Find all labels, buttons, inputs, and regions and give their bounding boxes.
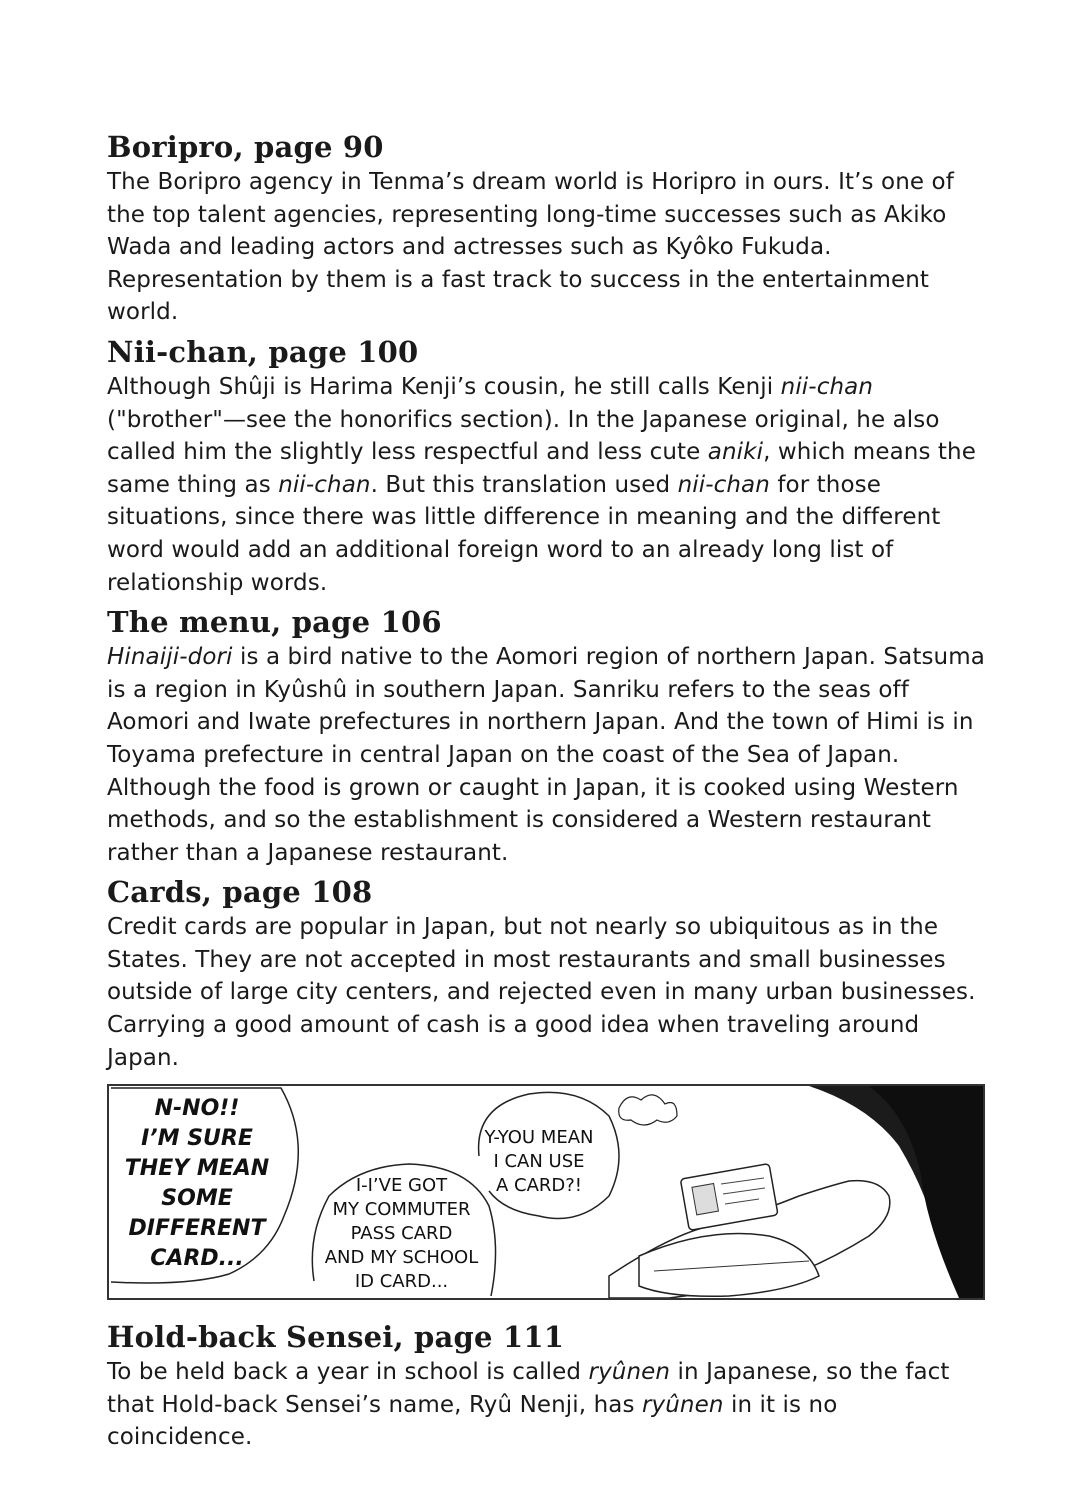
section-body: [107, 371, 987, 599]
text-run: in Japanese, so the fact that Hold-back Sensei’s name, Ryû Nenji, has: [107, 1359, 950, 1418]
section-title: Hold-back Sensei, page 111: [107, 1320, 565, 1355]
italic-term: ryûnen: [641, 1391, 724, 1418]
manga-panel: [107, 1084, 985, 1300]
section-cards: [107, 873, 987, 1074]
italic-term: nii-chan: [278, 471, 371, 498]
section-title: Cards, page 108: [107, 875, 373, 910]
section-hold-back-sensei: [107, 1318, 987, 1454]
italic-term: aniki: [707, 439, 764, 466]
text-run: , which means the same thing as: [107, 439, 976, 498]
section-title: Boripro, page 90: [107, 130, 384, 164]
speech-bubble-3: Y-YOU MEAN I CAN USE A CARD?!: [484, 1127, 594, 1197]
speech-bubble-2: I-I’VE GOT MY COMMUTER PASS CARD AND MY SCHOOL ID CARD...: [324, 1175, 479, 1293]
text-run: in it is no coincidence.: [107, 1391, 838, 1451]
section-menu: [107, 603, 987, 869]
italic-term: Hinaiji-dori: [107, 644, 233, 671]
text-run: is a bird native to the Aomori region of northern Japan. Satsuma is a region in Kyûshû in southern Japan. Sanriku refers to the seas off Aomori and Iwate prefectures in northern Japan. And the town of Himi is in Toyama prefecture in central Japan on the coast of the Sea of Japan. Although the food is grown or caught in Japan, it is cooked using Western methods, and so the establishment is considered a Western restaurant rather than a Japanese restaurant.: [107, 644, 985, 866]
text-run: ("brother"—see the honorifics section). In the Japanese original, he also called him the slightly less respectful and less cute: [107, 406, 940, 466]
section-title: The menu, page 106: [107, 605, 442, 640]
italic-term: ryûnen: [588, 1359, 671, 1386]
section-body: [107, 641, 987, 869]
section-nii-chan: [107, 333, 987, 599]
section-boripro: [107, 128, 987, 329]
section-body: Credit cards are popular in Japan, but not nearly so ubiquitous as in the States. They are not accepted in most restaurants and small businesses outside of large city centers, and rejected even in many urban businesses. Carrying a good amount of cash is a good idea when traveling around Japan.: [107, 914, 976, 1071]
text-run: . But this translation used: [370, 471, 678, 498]
text-run: for those situations, since there was little difference in meaning and the different word would add an additional foreign word to an already long list of relationship words.: [107, 471, 941, 596]
document-page: [107, 128, 987, 1458]
italic-term: nii-chan: [780, 373, 873, 400]
section-title: Nii-chan, page 100: [107, 334, 419, 369]
speech-bubble-1: N-NO!! I’M SURE THEY MEAN SOME DIFFERENT CARD...: [124, 1096, 270, 1272]
section-body: [107, 1356, 987, 1454]
section-body: The Boripro agency in Tenma’s dream world is Horipro in ours. It’s one of the top talent agencies, representing long-time successes such as Akiko Wada and leading actors and actresses such as Kyôko Fukuda. Representation by them is a fast track to success in the entertainment world.: [107, 169, 954, 326]
italic-term: nii-chan: [677, 471, 770, 498]
text-run: To be held back a year in school is called: [107, 1359, 589, 1386]
text-run: Although Shûji is Harima Kenji’s cousin, he still calls Kenji: [107, 373, 781, 400]
